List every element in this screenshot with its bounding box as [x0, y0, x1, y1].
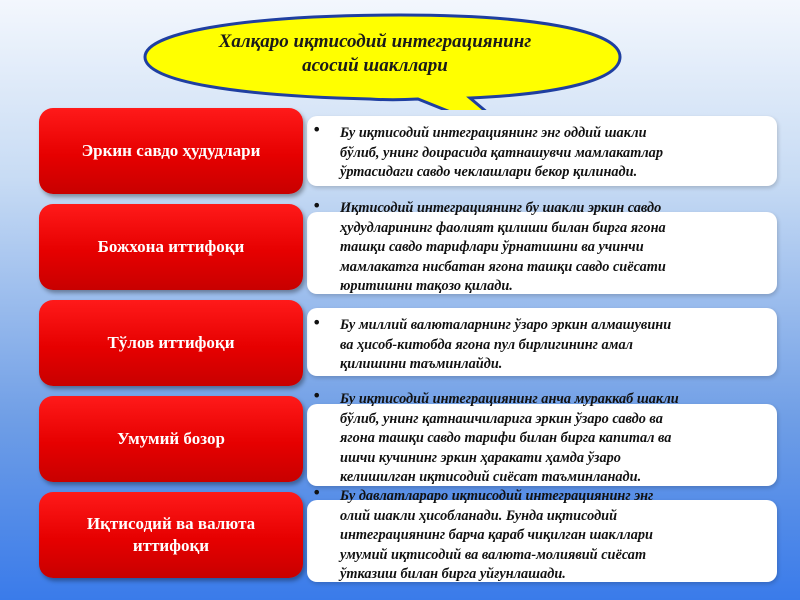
bullet-marker: •	[312, 313, 322, 332]
bullet-marker: •	[312, 386, 322, 405]
label-text: Умумий бозор	[117, 429, 225, 448]
label-text: Тўлов иттифоқи	[107, 333, 235, 352]
page-title	[170, 30, 580, 78]
label-box	[39, 396, 303, 482]
label-box	[39, 492, 303, 578]
description-text: Бу давлатлараро иқтисодий интеграциянинг энг олий шакли ҳисобланади. Бунда иқтисодий интеграциянинг барча қараб чиқилган шакллари умумий иқтисодий ва валюта-молиявий сиёсат ўтказиш билан бирга уйғунлашади.	[340, 488, 654, 582]
description-text: Бу миллий валюталарнинг ўзаро эркин алмашувини ва ҳисоб-китобда ягона пул бирлигининг амал қилишини таъминлайди.	[340, 317, 672, 372]
bullet-marker: •	[312, 196, 322, 215]
label-box	[39, 204, 303, 290]
label-box	[39, 108, 303, 194]
label-text: Иқтисодий ва валюта иттифоқи	[86, 514, 256, 555]
title-line-1: Халқаро иқтисодий интеграциянинг	[218, 31, 532, 52]
bullet-marker: •	[312, 120, 322, 139]
bullet-marker: •	[312, 483, 322, 502]
description-text: Бу иқтисодий интеграциянинг энг оддий шакли бўлиб, унинг доирасида қатнашувчи мамлакатлар ўртасидаги савдо чеклашлари бекор қилинади.	[340, 125, 663, 180]
label-text: Эркин савдо ҳудудлари	[81, 141, 261, 160]
description-text: Иқтисодий интеграциянинг бу шакли эркин савдо ҳудудларининг фаолият қилиши билан бирга ягона ташқи савдо тарифлари ўрнатишни ва учинчи мамлакатга нисбатан ягона ташқи савдо сиёсати юритишни тақозо қилади.	[340, 200, 666, 294]
description-text: Бу иқтисодий интеграциянинг анча мураккаб шакли бўлиб, унинг қатнашчиларига эркин ўзаро савдо ва ягона ташқи савдо тарифи билан бирга капитал ва ишчи кучининг эркин ҳаракати ҳамда ўзаро келишилган иқтисодий сиёсат таъминланади.	[340, 391, 679, 485]
label-box	[39, 300, 303, 386]
title-line-2: асосий шакллари	[302, 55, 448, 76]
label-text: Божхона иттифоқи	[97, 237, 245, 256]
title-callout	[0, 0, 800, 110]
